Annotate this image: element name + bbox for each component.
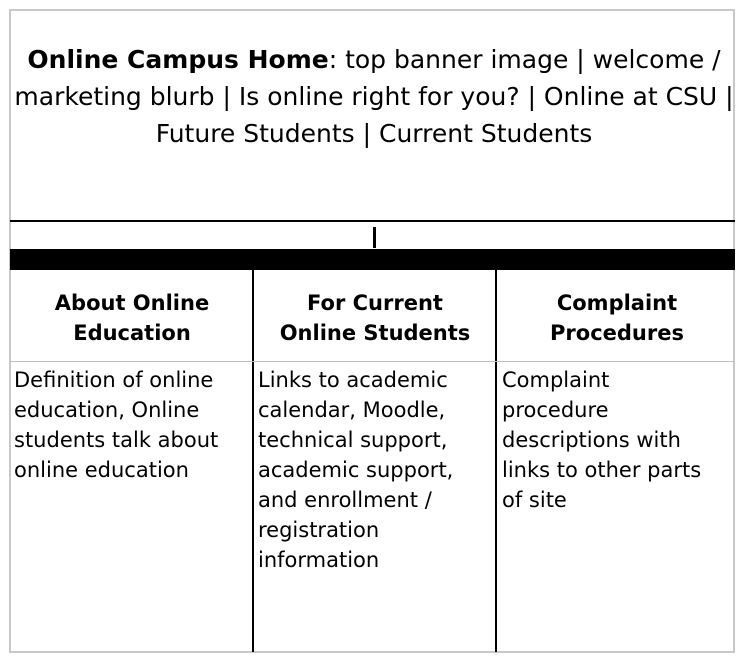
heading-line: About Online <box>54 291 210 315</box>
body-line: and enrollment / <box>258 488 432 512</box>
column-body-complaint-procedures <box>502 365 701 515</box>
body-line: Definition of online <box>14 368 214 392</box>
column-body-current-online-students <box>258 365 453 575</box>
column-heading-current-online-students <box>255 288 495 348</box>
column-heading-complaint-procedures <box>497 288 737 348</box>
root-items: : top banner image | welcome / marketing blurb | Is online right for you? | Online at CSU | Future Students | Current Students <box>14 45 734 148</box>
branch-bar <box>10 249 735 270</box>
body-line: academic support, <box>258 458 454 482</box>
body-line: information <box>258 548 380 572</box>
heading-line: Complaint <box>556 291 678 315</box>
connector-stem <box>373 227 376 248</box>
body-line: Links to academic <box>258 368 448 392</box>
body-line: descriptions with <box>502 428 681 452</box>
heading-separator <box>10 361 735 362</box>
body-line: technical support, <box>258 428 448 452</box>
body-line: registration <box>258 518 380 542</box>
root-node <box>14 41 734 152</box>
connector-line <box>10 220 735 222</box>
body-line: procedure <box>502 398 609 422</box>
heading-line: Procedures <box>550 321 684 345</box>
heading-line: For Current <box>307 291 443 315</box>
body-line: online education <box>14 458 189 482</box>
body-line: calendar, Moodle, <box>258 398 446 422</box>
heading-line: Online Students <box>279 321 471 345</box>
body-line: students talk about <box>14 428 219 452</box>
column-heading-about-online-education <box>12 288 252 348</box>
heading-line: Education <box>73 321 191 345</box>
body-line: of site <box>502 488 567 512</box>
column-divider <box>252 270 254 652</box>
body-line: education, Online <box>14 398 200 422</box>
column-body-about-online-education <box>14 365 218 485</box>
body-line: links to other parts <box>502 458 702 482</box>
body-line: Complaint <box>502 368 610 392</box>
root-title: Online Campus Home <box>27 45 329 74</box>
